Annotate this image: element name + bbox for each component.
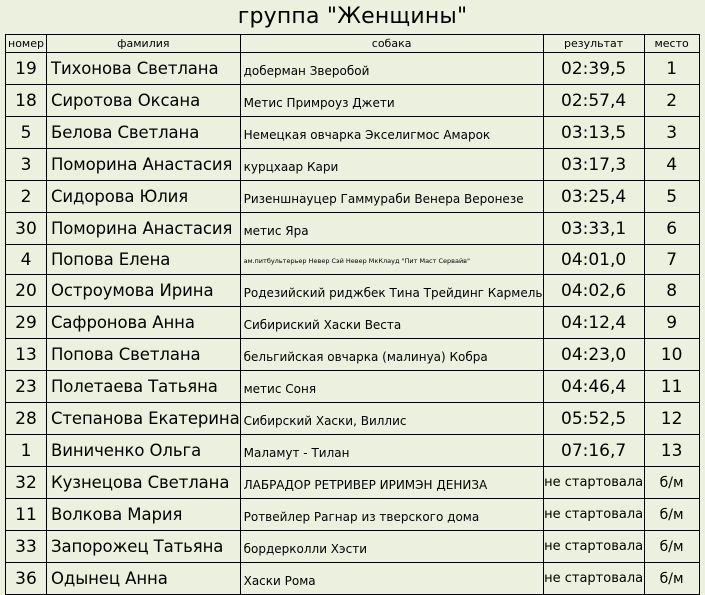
cell-name: Поморина Анастасия xyxy=(47,149,241,181)
cell-name: Сиротова Оксана xyxy=(47,85,241,117)
cell-result: 04:02,6 xyxy=(543,275,644,307)
cell-num: 13 xyxy=(6,339,47,371)
table-row xyxy=(6,307,700,339)
table-row xyxy=(6,181,700,213)
cell-place: 12 xyxy=(644,403,699,435)
cell-num: 28 xyxy=(6,403,47,435)
cell-dog: бордерколли Хэсти xyxy=(240,531,543,563)
cell-name: Одынец Анна xyxy=(47,563,241,595)
header-surname: фамилия xyxy=(47,35,241,53)
cell-place: 10 xyxy=(644,339,699,371)
cell-dog: доберман Зверобой xyxy=(240,53,543,85)
cell-name: Поморина Анастасия xyxy=(47,213,241,245)
table-row xyxy=(6,499,700,531)
cell-num: 29 xyxy=(6,307,47,339)
cell-name: Виниченко Ольга xyxy=(47,435,241,467)
table-row xyxy=(6,563,700,595)
cell-num: 11 xyxy=(6,499,47,531)
cell-place: б/м xyxy=(644,467,699,499)
cell-name: Сидорова Юлия xyxy=(47,181,241,213)
cell-num: 1 xyxy=(6,435,47,467)
cell-num: 5 xyxy=(6,117,47,149)
table-row xyxy=(6,275,700,307)
cell-dog: Метис Примроуз Джети xyxy=(240,85,543,117)
table-row xyxy=(6,149,700,181)
cell-num: 2 xyxy=(6,181,47,213)
cell-dog: Родезийский риджбек Тина Трейдинг Кармель xyxy=(240,275,543,307)
cell-name: Волкова Мария xyxy=(47,499,241,531)
results-table xyxy=(5,34,700,595)
cell-num: 4 xyxy=(6,245,47,275)
cell-num: 33 xyxy=(6,531,47,563)
cell-name: Степанова Екатерина xyxy=(47,403,241,435)
cell-dog: бельгийская овчарка (малинуа) Кобра xyxy=(240,339,543,371)
cell-result: 03:13,5 xyxy=(543,117,644,149)
header-result: результат xyxy=(543,35,644,53)
cell-result: 03:33,1 xyxy=(543,213,644,245)
header-dog: собака xyxy=(240,35,543,53)
cell-num: 20 xyxy=(6,275,47,307)
cell-num: 30 xyxy=(6,213,47,245)
cell-result: 04:46,4 xyxy=(543,371,644,403)
cell-dog: курцхаар Кари xyxy=(240,149,543,181)
table-row xyxy=(6,403,700,435)
cell-place: б/м xyxy=(644,499,699,531)
cell-result: 07:16,7 xyxy=(543,435,644,467)
cell-num: 3 xyxy=(6,149,47,181)
cell-dog: ам.питбультерьер Невер Сэй Невер МкКлауд "Пит Маст Сервайв" xyxy=(240,245,543,275)
cell-result: 03:25,4 xyxy=(543,181,644,213)
cell-place: 1 xyxy=(644,53,699,85)
cell-result: 02:57,4 xyxy=(543,85,644,117)
table-row xyxy=(6,435,700,467)
table-body xyxy=(6,53,700,595)
cell-place: 8 xyxy=(644,275,699,307)
table-row xyxy=(6,531,700,563)
table-row xyxy=(6,371,700,403)
cell-name: Кузнецова Светлана xyxy=(47,467,241,499)
cell-num: 18 xyxy=(6,85,47,117)
cell-result: не стартовала xyxy=(543,467,644,499)
cell-dog: Маламут - Тилан xyxy=(240,435,543,467)
cell-dog: ЛАБРАДОР РЕТРИВЕР ИРИМЭН ДЕНИЗА xyxy=(240,467,543,499)
cell-name: Полетаева Татьяна xyxy=(47,371,241,403)
cell-dog: Хаски Рома xyxy=(240,563,543,595)
cell-place: 9 xyxy=(644,307,699,339)
cell-place: 11 xyxy=(644,371,699,403)
cell-place: 5 xyxy=(644,181,699,213)
cell-result: 03:17,3 xyxy=(543,149,644,181)
cell-result: 05:52,5 xyxy=(543,403,644,435)
cell-dog: Сибирский Хаски, Виллис xyxy=(240,403,543,435)
page-title: группа "Женщины" xyxy=(237,4,468,29)
cell-place: 4 xyxy=(644,149,699,181)
cell-num: 36 xyxy=(6,563,47,595)
cell-name: Тихонова Светлана xyxy=(47,53,241,85)
cell-name: Попова Светлана xyxy=(47,339,241,371)
cell-place: 6 xyxy=(644,213,699,245)
cell-result: 04:12,4 xyxy=(543,307,644,339)
cell-place: 3 xyxy=(644,117,699,149)
table-row xyxy=(6,339,700,371)
table-row xyxy=(6,53,700,85)
cell-result: не стартовала xyxy=(543,563,644,595)
cell-dog: Немецкая овчарка Экселигмос Амарок xyxy=(240,117,543,149)
cell-result: 02:39,5 xyxy=(543,53,644,85)
cell-dog: метис Соня xyxy=(240,371,543,403)
cell-place: 13 xyxy=(644,435,699,467)
header-place: место xyxy=(644,35,699,53)
table-row xyxy=(6,117,700,149)
table-row xyxy=(6,85,700,117)
cell-dog: Ротвейлер Рагнар из тверского дома xyxy=(240,499,543,531)
table-row xyxy=(6,245,700,275)
cell-result: не стартовала xyxy=(543,531,644,563)
cell-name: Сафронова Анна xyxy=(47,307,241,339)
cell-place: б/м xyxy=(644,563,699,595)
cell-name: Попова Елена xyxy=(47,245,241,275)
cell-place: 7 xyxy=(644,245,699,275)
cell-dog: Сибириский Хаски Веста xyxy=(240,307,543,339)
cell-num: 19 xyxy=(6,53,47,85)
cell-dog: Ризеншнауцер Гаммураби Венера Веронезе xyxy=(240,181,543,213)
header-num: номер xyxy=(6,35,47,53)
cell-place: 2 xyxy=(644,85,699,117)
table-header-row xyxy=(6,35,700,53)
cell-place: б/м xyxy=(644,531,699,563)
cell-num: 32 xyxy=(6,467,47,499)
cell-dog: метис Яра xyxy=(240,213,543,245)
cell-result: 04:01,0 xyxy=(543,245,644,275)
cell-result: не стартовала xyxy=(543,499,644,531)
cell-name: Остроумова Ирина xyxy=(47,275,241,307)
cell-num: 23 xyxy=(6,371,47,403)
table-row xyxy=(6,213,700,245)
table-row xyxy=(6,467,700,499)
cell-name: Белова Светлана xyxy=(47,117,241,149)
cell-name: Запорожец Татьяна xyxy=(47,531,241,563)
cell-result: 04:23,0 xyxy=(543,339,644,371)
